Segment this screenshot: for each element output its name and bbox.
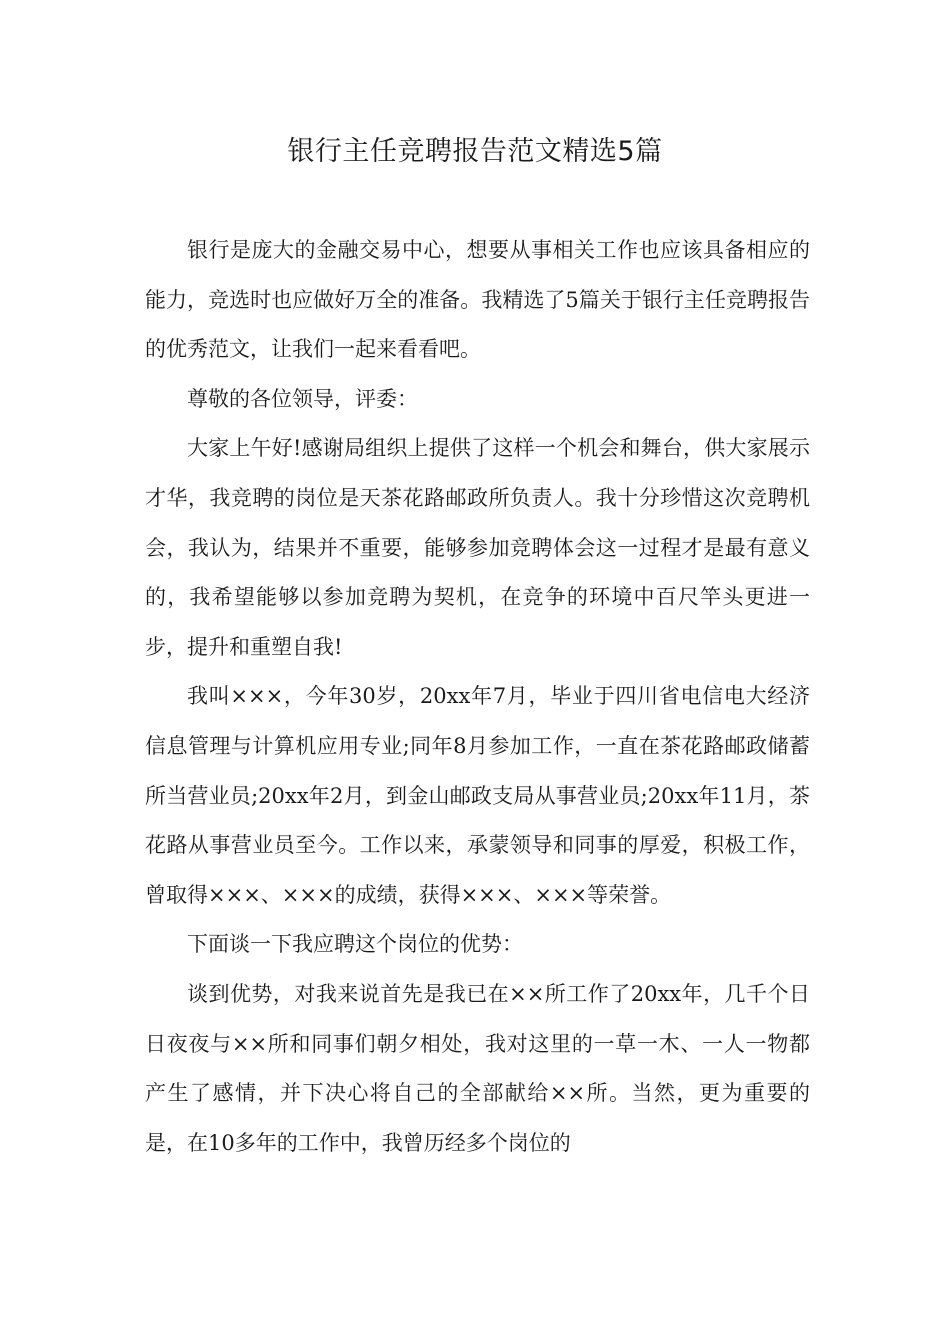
document-body — [145, 226, 810, 1168]
paragraph-advantages-heading: 下面谈一下我应聘这个岗位的优势： — [187, 932, 523, 957]
paragraph-greeting: 大家上午好!感谢局组织上提供了这样一个机会和舞台，供大家展示才华，我竞聘的岗位是天茶花路邮政所负责人。我十分珍惜这次竞聘机会，我认为，结果并不重要，能够参加竞聘体会这一过程才是最有意义的，我希望能够以参加竞聘为契机，在竞争的环境中百尺竿头更进一步，提升和重塑自我! — [145, 436, 810, 659]
document-title: 银行主任竞聘报告范文精选5篇 — [287, 136, 663, 167]
paragraph-salutation: 尊敬的各位领导，评委： — [187, 386, 418, 411]
paragraph-self-introduction: 我叫×××，今年30岁，20xx年7月，毕业于四川省电信电大经济信息管理与计算机应用专业;同年8月参加工作，一直在茶花路邮政储蓄所当营业员;20xx年2月，到金山邮政支局从事营业员;20xx年11月，茶花路从事营业员至今。工作以来，承蒙领导和同事的厚爱，积极工作，曾取得×××、×××的成绩，获得×××、×××等荣誉。 — [145, 684, 810, 907]
paragraph-advantages: 谈到优势，对我来说首先是我已在××所工作了20xx年，几千个日日夜夜与××所和同事们朝夕相处，我对这里的一草一木、一人一物都产生了感情，并下决心将自己的全部献给××所。当然，更为重要的是，在10多年的工作中，我曾历经多个岗位的 — [145, 981, 810, 1155]
paragraph-intro: 银行是庞大的金融交易中心，想要从事相关工作也应该具备相应的能力，竞选时也应做好万全的准备。我精选了5篇关于银行主任竞聘报告的优秀范文，让我们一起来看看吧。 — [145, 238, 810, 362]
